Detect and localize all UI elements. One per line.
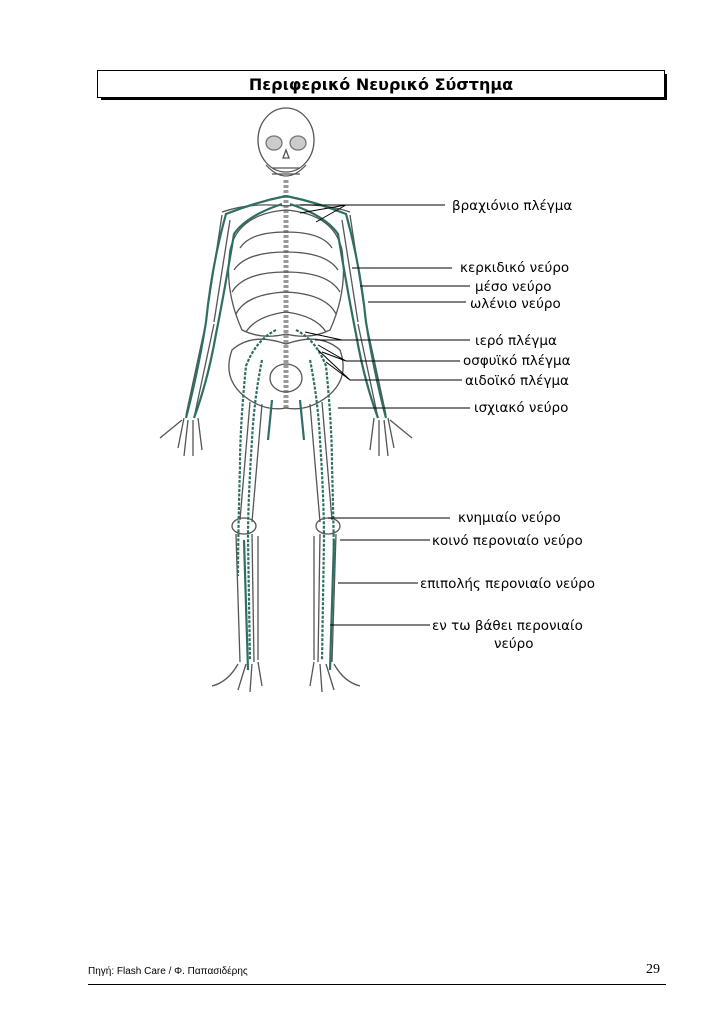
page-title: Περιφερικό Νευρικό Σύστημα (248, 74, 514, 94)
diagram-labels (420, 198, 595, 652)
label-lumbar-plexus: οσφυϊκό πλέγμα (463, 353, 571, 369)
right-foot (310, 662, 360, 692)
label-sciatic-nerve: ισχιακό νεύρο (474, 400, 569, 416)
footer-source: Πηγή: Flash Care / Φ. Παπασιδέρης (88, 966, 248, 977)
skeleton-figure (160, 108, 412, 692)
label-brachial-plexus: βραχιόνιο πλέγμα (452, 198, 573, 214)
left-hand (160, 418, 202, 456)
jaw (266, 165, 306, 176)
label-median-nerve: μέσο νεύρο (475, 279, 552, 295)
label-superficial-peroneal-nerve: επιπολής περονιαίο νεύρο (420, 576, 595, 592)
label-radial-nerve: κερκιδικό νεύρο (460, 260, 570, 276)
label-common-peroneal-nerve: κοινό περονιαίο νεύρο (432, 533, 583, 549)
left-femur (240, 402, 262, 522)
footer-rule (88, 984, 666, 985)
left-humerus (206, 215, 230, 322)
label-deep-peroneal-nerve-line1: εν τω βάθει περονιαίο (432, 618, 583, 634)
sacral-nerves-right (296, 330, 334, 576)
label-pudendal-plexus: αιδοϊκό πλέγμα (465, 373, 569, 389)
label-ulnar-nerve: ωλένιο νεύρο (470, 296, 561, 312)
left-foot (212, 662, 262, 692)
right-femur (310, 402, 332, 522)
label-sacral-plexus: ιερό πλέγμα (475, 333, 557, 349)
sacral-nerves-left (238, 330, 276, 576)
pudendal-right (300, 400, 304, 440)
label-deep-peroneal-nerve-line2: νεύρο (494, 636, 534, 652)
page-number: 29 (646, 962, 660, 977)
label-tibial-nerve: κνημιαίο νεύρο (458, 510, 561, 526)
pudendal-left (268, 400, 272, 440)
right-hand (370, 418, 412, 456)
